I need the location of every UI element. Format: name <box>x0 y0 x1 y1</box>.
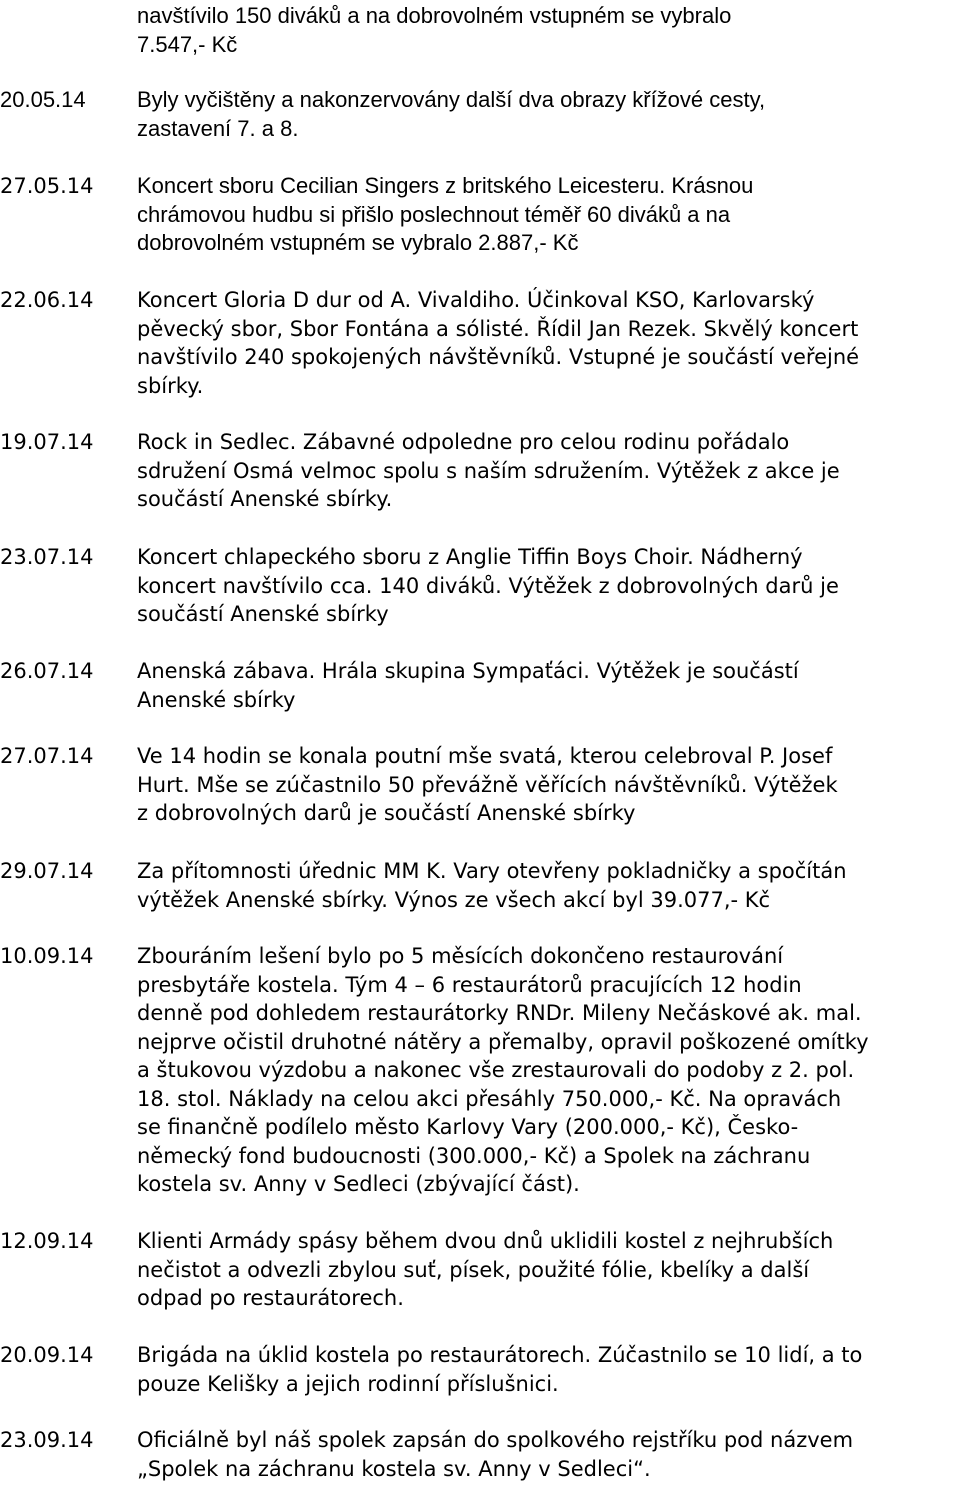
entry <box>0 857 960 914</box>
entry-line: sbírky. <box>137 373 204 398</box>
entry-line: 18. stol. Náklady na celou akci přesáhly 750.000,- Kč. Na opravách <box>137 1086 842 1111</box>
entry-line: Anenské sbírky <box>137 687 296 712</box>
entry-line: pouze Kelišky a jejich rodinní příslušnici. <box>137 1371 559 1396</box>
entry-text <box>137 1227 959 1313</box>
entry-line: Byly vyčištěny a nakonzervovány další dva obrazy křížové cesty, <box>137 87 766 112</box>
entry-line: zastavení 7. a 8. <box>137 115 299 141</box>
entry-line: „Spolek na záchranu kostela sv. Anny v Sedleci“. <box>137 1456 651 1481</box>
entry-line: Koncert chlapeckého sboru z Anglie Tiffin Boys Choir. Nádherný <box>137 545 803 569</box>
entry <box>0 86 960 143</box>
entry-text <box>137 172 959 258</box>
entry-date: 23.09.14 <box>0 1428 94 1452</box>
entry-line: součástí Anenské sbírky. <box>137 487 393 511</box>
entry-line: Klienti Armády spásy během dvou dnů uklidili kostel z nejhrubších <box>137 1229 834 1253</box>
entry-line: Hurt. Mše se zúčastnilo 50 převážně věřících návštěvníků. Výtěžek <box>137 772 838 797</box>
entry-date: 19.07.14 <box>0 430 94 454</box>
entry-line: se finančně podílelo město Karlovy Vary (200.000,- Kč), Česko- <box>137 1115 799 1139</box>
entry-line: součástí Anenské sbírky <box>137 602 389 626</box>
entry-line: nečistot a odvezli zbylou suť, písek, použité fólie, kbelíky a další <box>137 1257 810 1282</box>
entry-line: Anenská zábava. Hrála skupina Sympaťáci. Výtěžek je součástí <box>137 659 799 683</box>
entry-date: 20.05.14 <box>0 87 86 112</box>
entry-line: dobrovolném vstupném se vybralo 2.887,- Kč <box>137 230 579 255</box>
entry-line: a štukovou výzdobu a nakonec vše zrestaurovali do podoby z 2. pol. <box>137 1058 855 1082</box>
entry-line: navštívilo 150 diváků a na dobrovolném vstupném se vybralo <box>137 3 732 28</box>
entry-date: 20.09.14 <box>0 1343 94 1367</box>
entry-text <box>137 286 959 400</box>
entry <box>0 1426 960 1483</box>
entry-line: kostela sv. Anny v Sedleci (zbývající část). <box>137 1172 580 1196</box>
entry-date: 27.05.14 <box>0 174 94 198</box>
entry-line: Ve 14 hodin se konala poutní mše svatá, kterou celebroval P. Josef <box>137 744 833 768</box>
entry-line: presbytáře kostela. Tým 4 – 6 restaurátorů pracujících 12 hodin <box>137 972 802 997</box>
entry-date: 29.07.14 <box>0 859 94 883</box>
entry-date: 27.07.14 <box>0 744 94 768</box>
entry-text <box>137 742 959 828</box>
entry-text <box>137 942 959 1199</box>
entry <box>0 742 960 828</box>
entry-line: z dobrovolných darů je součástí Anenské sbírky <box>137 801 636 825</box>
entry-text <box>137 86 959 143</box>
entry-line: odpad po restaurátorech. <box>137 1286 404 1310</box>
entry-line: Oficiálně byl náš spolek zapsán do spolkového rejstříku pod názvem <box>137 1428 854 1452</box>
entry-text <box>137 1341 959 1398</box>
entry-line: Koncert sboru Cecilian Singers z britského Leicesteru. Krásnou <box>137 173 754 198</box>
entry-line: Zbouráním lešení bylo po 5 měsících dokončeno restaurování <box>137 944 784 968</box>
entry <box>0 2 960 59</box>
entry <box>0 428 960 514</box>
entry-text <box>137 1426 959 1483</box>
entry-text <box>137 657 959 714</box>
entry-line: Koncert Gloria D dur od A. Vivaldiho. Účinkoval KSO, Karlovarský <box>137 288 815 312</box>
entry-date: 26.07.14 <box>0 659 94 683</box>
entry-line: sdružení Osmá velmoc spolu s naším sdružením. Výtěžek z akce je <box>137 458 840 483</box>
entry-text <box>137 428 959 514</box>
entry <box>0 1341 960 1398</box>
entry <box>0 657 960 714</box>
entry-date: 22.06.14 <box>0 288 94 312</box>
entry-text <box>137 2 959 59</box>
entry <box>0 942 960 1199</box>
entry-line: 7.547,- Kč <box>137 31 238 57</box>
entry-line: koncert navštívilo cca. 140 diváků. Výtěžek z dobrovolných darů je <box>137 573 839 598</box>
entry-date: 10.09.14 <box>0 944 94 968</box>
entry-line: pěvecký sbor, Sbor Fontána a sólisté. Řídil Jan Rezek. Skvělý koncert <box>137 316 859 341</box>
entry-line: výtěžek Anenské sbírky. Výnos ze všech akcí byl 39.077,- Kč <box>137 887 771 912</box>
entry-line: Brigáda na úklid kostela po restaurátorech. Zúčastnilo se 10 lidí, a to <box>137 1343 863 1367</box>
entry <box>0 286 960 400</box>
entry-line: navštívilo 240 spokojených návštěvníků. Vstupné je součástí veřejné <box>137 345 860 369</box>
entry-date: 12.09.14 <box>0 1229 94 1253</box>
entry-line: Za přítomnosti úřednic MM K. Vary otevřeny pokladničky a spočítán <box>137 859 847 883</box>
entry-line: německý fond budoucnosti (300.000,- Kč) a Spolek na záchranu <box>137 1143 811 1168</box>
entry-line: nejprve očistil druhotné nátěry a přemalby, opravil poškozené omítky <box>137 1029 869 1054</box>
entry-line: Rock in Sedlec. Zábavné odpoledne pro celou rodinu pořádalo <box>137 430 790 454</box>
entry <box>0 172 960 258</box>
entry <box>0 543 960 629</box>
entry-text <box>137 857 959 914</box>
entry-line: denně pod dohledem restaurátorky RNDr. Mileny Nečáskové ak. mal. <box>137 1001 862 1025</box>
entry-date: 23.07.14 <box>0 545 94 569</box>
entry <box>0 1227 960 1313</box>
entry-text <box>137 543 959 629</box>
entry-line: chrámovou hudbu si přišlo poslechnout téměř 60 diváků a na <box>137 201 731 227</box>
